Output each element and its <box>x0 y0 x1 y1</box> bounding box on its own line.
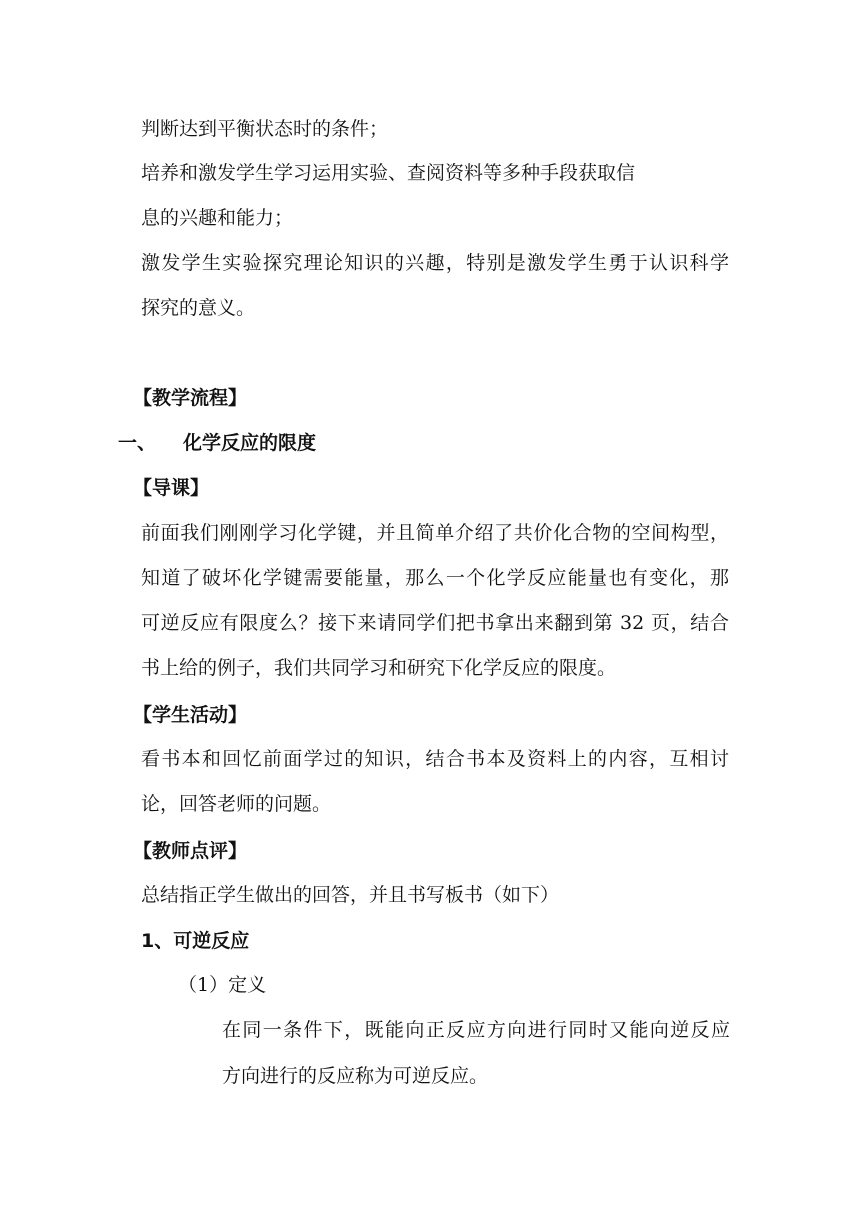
paragraph-line: 书上给的例子，我们共同学习和研究下化学反应的限度。 <box>141 657 617 679</box>
paragraph-line: 方向进行的反应称为可逆反应。 <box>222 1065 489 1087</box>
paragraph-line: 可逆反应有限度么？接下来请同学们把书拿出来翻到第 32 页，结合 <box>141 612 729 634</box>
teacher-comment-line: 总结指正学生做出的回答，并且书写板书（如下） <box>141 884 560 906</box>
objective-line: 培养和激发学生学习运用实验、查阅资料等多种手段获取信 <box>141 162 636 184</box>
section-title: 化学反应的限度 <box>183 432 317 454</box>
intro-heading: 【导课】 <box>133 477 210 499</box>
paragraph-line: 看书本和回忆前面学过的知识，结合书本及资料上的内容，互相讨 <box>141 748 729 770</box>
teacher-comment-heading: 【教师点评】 <box>133 840 248 862</box>
paragraph-line: 在同一条件下，既能向正反应方向进行同时又能向逆反应 <box>222 1019 730 1041</box>
paragraph-line: 论，回答老师的问题。 <box>141 793 332 815</box>
section-number: 一、 <box>118 432 157 454</box>
objective-line: 激发学生实验探究理论知识的兴趣，特别是激发学生勇于认识科学 <box>141 252 729 274</box>
reversible-heading: 1、可逆反应 <box>141 930 250 952</box>
student-activity-heading: 【学生活动】 <box>133 704 248 726</box>
objective-line: 息的兴趣和能力； <box>141 207 294 229</box>
paragraph-line: 知道了破坏化学键需要能量，那么一个化学反应能量也有变化，那 <box>141 567 729 589</box>
definition-label: （1）定义 <box>178 974 267 996</box>
flow-heading: 【教学流程】 <box>133 387 248 409</box>
objective-line: 判断达到平衡状态时的条件； <box>141 118 389 140</box>
paragraph-line: 前面我们刚刚学习化学键，并且简单介绍了共价化合物的空间构型， <box>141 522 729 544</box>
objective-line: 探究的意义。 <box>141 297 256 319</box>
